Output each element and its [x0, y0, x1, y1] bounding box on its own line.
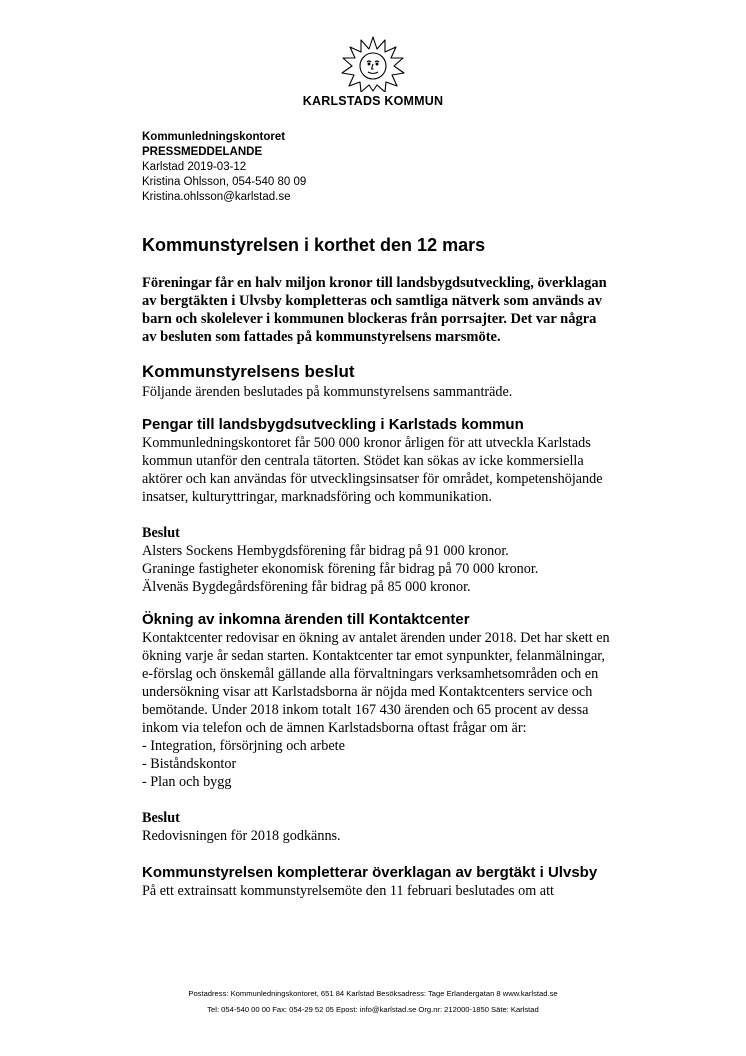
- section-heading: Kommunstyrelsens beslut: [142, 362, 355, 381]
- item3-body: På ett extrainsatt kommunstyrelsemöte den 11 februari beslutades om att: [142, 883, 554, 899]
- item1-decision-label: Beslut: [142, 525, 180, 541]
- item2-decision-label: Beslut: [142, 810, 180, 826]
- sender-block: [142, 130, 306, 205]
- list-item: - Biståndskontor: [142, 756, 237, 772]
- organization-name: KARLSTADS KOMMUN: [302, 94, 444, 108]
- list-item: - Integration, försörjning och arbete: [142, 738, 345, 754]
- list-item: - Plan och bygg: [142, 774, 232, 790]
- item1-decision-1: Alsters Sockens Hembygdsförening får bidrag på 91 000 kronor.: [142, 543, 509, 559]
- item1-body: Kommunledningskontoret får 500 000 kronor årligen för att utveckla Karlstads kommun utanför den centrala tätorten. Stödet kan sökas av icke kommersiella aktörer och kan användas för utvecklingsinsatser för området, kompetenshöjande insatser, kulturyttringar, marknadsföring och kommunikation.: [142, 435, 603, 505]
- item2-body: Kontaktcenter redovisar en ökning av antalet ärenden under 2018. Det har skett en ökning varje år sedan starten. Kontaktcenter tar emot synpunkter, felanmälningar, e-förslag och önskemål gällande alla förvaltningars verksamhetsområden och en undersökning visar att Karlstadsborna är nöjda med Kontaktcenters service och bemötande. Under 2018 inkom totalt 167 430 ärenden och 65 procent av dessa inkom via telefon och de ämnen Karlstadsborna oftast frågar om är:: [142, 630, 610, 736]
- document-type: PRESSMEDDELANDE: [142, 146, 263, 158]
- place-date: Karlstad 2019-03-12: [142, 161, 247, 173]
- page-footer: [0, 986, 746, 1018]
- item1-decision-2: Graninge fastigheter ekonomisk förening får bidrag på 70 000 kronor.: [142, 561, 539, 577]
- item1-heading: Pengar till landsbygdsutveckling i Karlstads kommun: [142, 416, 524, 433]
- article-title: Kommunstyrelsen i korthet den 12 mars: [142, 235, 486, 255]
- item1-decision-3: Älvenäs Bygdegårdsförening får bidrag på 85 000 kronor.: [142, 579, 471, 595]
- article-ingress: Föreningar får en halv miljon kronor till landsbygdsutveckling, överklagan av bergtäkten i Ulvsby kompletteras och samtliga nätverk som används av barn och skolelever i kommunen blockeras från porrsajter. Det var några av besluten som fattades på kommunstyrelsens marsmöte.: [142, 275, 607, 345]
- item3-heading: Kommunstyrelsen kompletterar överklagan av bergtäkt i Ulvsby: [142, 864, 598, 881]
- item2-topic-list: [142, 737, 612, 791]
- sun-face-logo-icon: [340, 36, 406, 92]
- item2-heading: Ökning av inkomna ärenden till Kontaktcenter: [142, 611, 470, 628]
- contact-name-phone: Kristina Ohlsson, 054-540 80 09: [142, 176, 307, 188]
- item2-decision: Redovisningen för 2018 godkänns.: [142, 828, 341, 844]
- section-intro: Följande ärenden beslutades på kommunstyrelsens sammanträde.: [142, 384, 513, 400]
- footer-contact: Tel: 054-540 00 00 Fax: 054-29 52 05 Epost: info@karlstad.se Org.nr: 212000-1850 Säte: Karlstad: [207, 1005, 539, 1014]
- sender-department: Kommunledningskontoret: [142, 131, 286, 143]
- footer-address: Postadress: Kommunledningskontoret, 651 84 Karlstad Besöksadress: Tage Erlandergatan 8 www.karlstad.se: [188, 989, 558, 998]
- article-content: [142, 232, 612, 900]
- contact-email: Kristina.ohlsson@karlstad.se: [142, 191, 291, 203]
